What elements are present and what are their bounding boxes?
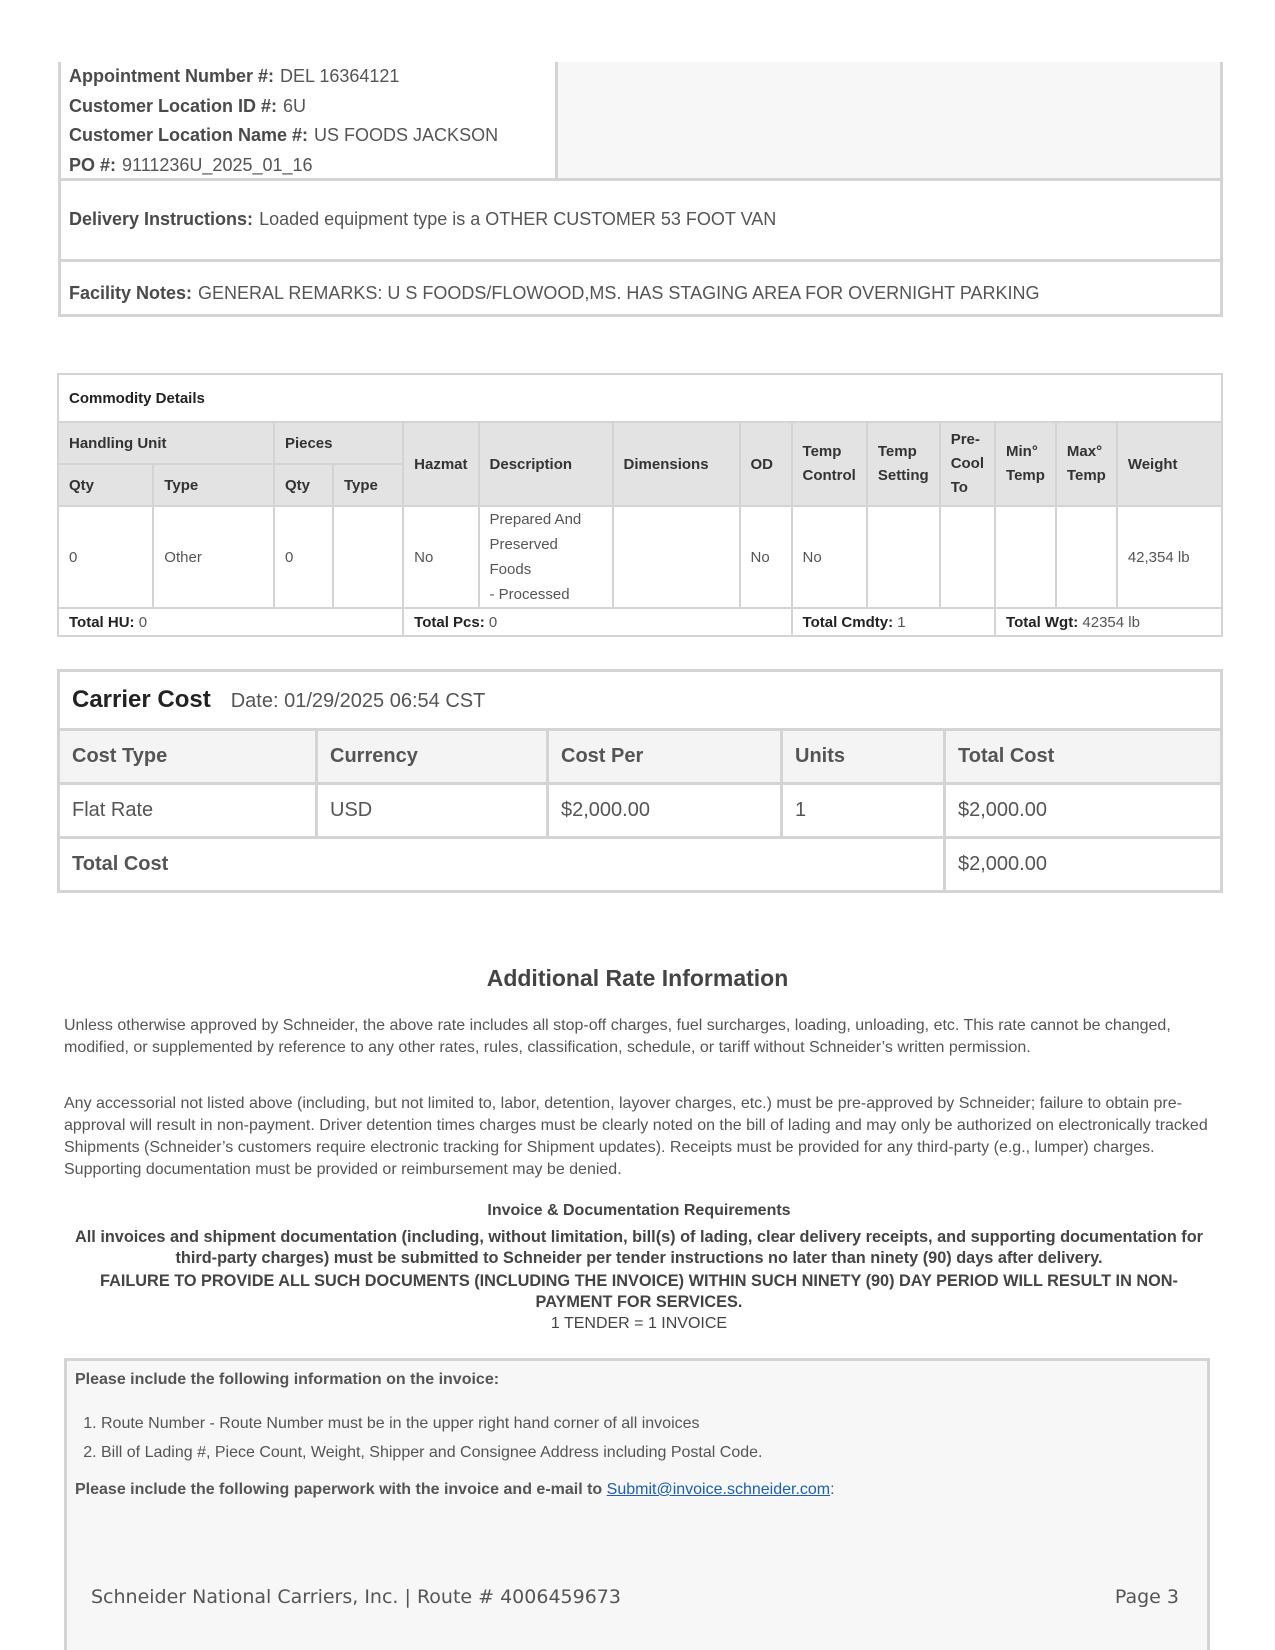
temp-control: No xyxy=(792,506,867,608)
weight-header: Weight xyxy=(1117,422,1222,506)
max-temp-line1: Max° xyxy=(1066,443,1103,460)
facility-notes xyxy=(61,262,1220,314)
carrier-cost-date: Date: 01/29/2025 06:54 CST xyxy=(230,690,486,712)
facility-label: Facility Notes: xyxy=(69,282,193,303)
min-temp-line1: Min° xyxy=(1006,443,1038,460)
cost-per-header: Cost Per xyxy=(548,730,782,784)
precool-line1: Pre- xyxy=(950,431,980,448)
commodity-details-table xyxy=(57,373,1223,637)
shipment-info-block xyxy=(58,62,1223,317)
temp-setting-line1: Temp xyxy=(877,443,917,460)
description-header: Description xyxy=(479,422,613,506)
carrier-cost-total-row xyxy=(59,838,1222,892)
location-name-label: Customer Location Name #: xyxy=(69,125,309,145)
total-hu xyxy=(58,608,403,636)
pc-qty: 0 xyxy=(274,506,333,608)
pc-qty-header: Qty xyxy=(274,464,333,506)
total-wgt-value: 42354 lb xyxy=(1082,613,1140,631)
temp-control-line1: Temp xyxy=(802,443,842,460)
hazmat: No xyxy=(403,506,478,608)
temp-control-line2: Control xyxy=(802,467,856,484)
customer-location-name xyxy=(69,121,547,151)
rate-paragraph-1: Unless otherwise approved by Schneider, the above rate includes all stop-off charges, fuel surcharges, loading, unloading, etc. This rate cannot be changed, modified, or supplemented by reference to any other rates, rules, classification, schedule, or tariff without Schneider’s written permission. xyxy=(64,1017,1171,1056)
temp-setting xyxy=(867,506,940,608)
weight: 42,354 lb xyxy=(1117,506,1222,608)
pc-type xyxy=(333,506,403,608)
total-pcs-label: Total Pcs: xyxy=(414,613,485,631)
precool-line3: To xyxy=(950,479,968,496)
precool-line2: Cool xyxy=(950,455,985,472)
customer-location-id xyxy=(69,92,547,122)
cost-type-header: Cost Type xyxy=(59,730,317,784)
tender-rule: 1 TENDER = 1 INVOICE xyxy=(550,1315,728,1332)
location-name-value: US FOODS JACKSON xyxy=(314,125,499,145)
carrier-cost-row xyxy=(59,784,1222,838)
precool xyxy=(940,506,995,608)
handling-unit-header: Handling Unit xyxy=(58,422,274,464)
precool-header xyxy=(940,422,995,506)
cost-type: Flat Rate xyxy=(59,784,317,838)
hu-qty-header: Qty xyxy=(58,464,153,506)
appointment-label: Appointment Number #: xyxy=(69,66,274,86)
min-temp-header xyxy=(995,422,1056,506)
location-id-value: 6U xyxy=(283,95,307,116)
total-pcs xyxy=(403,608,791,636)
info-top-row xyxy=(61,62,1220,181)
paperwork-colon: : xyxy=(830,1481,835,1498)
facility-value: GENERAL REMARKS: U S FOODS/FLOWOOD,MS. HAS STAGING AREA FOR OVERNIGHT PARKING xyxy=(198,282,1040,303)
carrier-cost-title-cell xyxy=(59,671,1222,730)
paperwork-line xyxy=(75,1481,1199,1499)
max-temp-line2: Temp xyxy=(1066,467,1106,484)
total-cmdty-value: 1 xyxy=(897,613,906,631)
pieces-header: Pieces xyxy=(274,422,403,464)
info-fields xyxy=(61,62,558,178)
min-temp-line2: Temp xyxy=(1006,467,1045,484)
pc-type-header: Type xyxy=(333,464,403,506)
invoice-info-heading: Please include the following information on the invoice: xyxy=(75,1371,500,1388)
hu-type: Other xyxy=(153,506,274,608)
dimensions xyxy=(613,506,740,608)
appointment-value: DEL 16364121 xyxy=(280,66,400,86)
commodity-title: Commodity Details xyxy=(58,374,1222,422)
info-empty-panel xyxy=(558,62,1220,178)
currency: USD xyxy=(317,784,548,838)
description xyxy=(479,506,613,608)
delivery-label: Delivery Instructions: xyxy=(69,209,254,230)
hu-type-header: Type xyxy=(153,464,274,506)
paperwork-text: Please include the following paperwork with the invoice and e-mail to xyxy=(75,1481,603,1498)
units-header: Units xyxy=(782,730,945,784)
max-temp xyxy=(1056,506,1117,608)
temp-control-header xyxy=(792,422,867,506)
min-temp xyxy=(995,506,1056,608)
temp-setting-header xyxy=(867,422,940,506)
invoice-requirements-heading: Invoice & Documentation Requirements xyxy=(487,1202,791,1219)
od: No xyxy=(740,506,792,608)
total-cost-label: Total Cost xyxy=(59,838,945,892)
temp-setting-line2: Setting xyxy=(877,467,929,484)
currency-header: Currency xyxy=(317,730,548,784)
total-wgt xyxy=(995,608,1222,636)
delivery-value: Loaded equipment type is a OTHER CUSTOMER 53 FOOT VAN xyxy=(259,209,777,230)
total-cmdty-label: Total Cmdty: xyxy=(802,613,894,631)
total-cost-value: $2,000.00 xyxy=(945,838,1222,892)
description-line2: Preserved Foods xyxy=(489,536,558,578)
od-header: OD xyxy=(740,422,792,506)
total-hu-label: Total HU: xyxy=(69,613,135,631)
invoice-info-list xyxy=(75,1409,1199,1467)
units: 1 xyxy=(782,784,945,838)
total-hu-value: 0 xyxy=(138,613,148,631)
footer-company-route: Schneider National Carriers, Inc. | Route # 4006459673 xyxy=(91,1586,621,1608)
total-cost: $2,000.00 xyxy=(945,784,1222,838)
rate-paragraph-2: Any accessorial not listed above (including, but not limited to, labor, detention, layover charges, etc.) must be pre-approved by Schneider; failure to obtain pre-approval will result in non-payment. Driver detention times charges must be clearly noted on the bill of lading and may only be authorized on electronically tracked Shipments (Schneider’s customers require electronic tracking for Shipment updates). Receipts must be provided for any third-party (e.g., lumper) charges. Supporting documentation must be provided or reimbursement may be denied. xyxy=(64,1095,1208,1178)
invoice-requirements-text: All invoices and shipment documentation (including, without limitation, bill(s) of lading, clear delivery receipts, and supporting documentation for third-party charges) must be submitted to Schneider per tender instructions no later than ninety (90) days after delivery. xyxy=(74,1228,1204,1267)
total-cmdty xyxy=(792,608,996,636)
total-wgt-label: Total Wgt: xyxy=(1006,613,1079,631)
submit-email-link[interactable]: Submit@invoice.schneider.com xyxy=(606,1481,831,1498)
hu-qty: 0 xyxy=(58,506,153,608)
commodity-totals-row xyxy=(58,608,1222,636)
total-cost-header: Total Cost xyxy=(945,730,1222,784)
delivery-instructions xyxy=(61,181,1220,262)
max-temp-header xyxy=(1056,422,1117,506)
list-item: 1. Route Number - Route Number must be in the upper right hand corner of all invoices xyxy=(101,1409,1199,1438)
hazmat-header: Hazmat xyxy=(403,422,478,506)
location-id-label: Customer Location ID #: xyxy=(69,95,278,116)
cost-per: $2,000.00 xyxy=(548,784,782,838)
carrier-cost-title: Carrier Cost xyxy=(72,686,211,713)
dimensions-header: Dimensions xyxy=(613,422,740,506)
description-line1: Prepared And xyxy=(489,511,582,528)
list-item: 2. Bill of Lading #, Piece Count, Weight, Shipper and Consignee Address including Postal Code. xyxy=(101,1438,1199,1467)
po-value: 9111236U_2025_01_16 xyxy=(122,154,313,175)
additional-rate-title: Additional Rate Information xyxy=(486,965,789,991)
commodity-row xyxy=(58,506,1222,608)
po-label: PO #: xyxy=(69,154,117,175)
carrier-cost-table xyxy=(57,669,1223,893)
appointment-number xyxy=(69,62,547,92)
total-pcs-value: 0 xyxy=(488,613,498,631)
carrier-cost-header-row xyxy=(59,730,1222,784)
description-line3: - Processed xyxy=(489,586,570,603)
po-number xyxy=(69,151,547,181)
footer-page-number: Page 3 xyxy=(1114,1586,1179,1608)
failure-notice: FAILURE TO PROVIDE ALL SUCH DOCUMENTS (INCLUDING THE INVOICE) WITHIN SUCH NINETY (90) DAY PERIOD WILL RESULT IN NON-PAYMENT FOR SERVICES. xyxy=(100,1272,1178,1311)
